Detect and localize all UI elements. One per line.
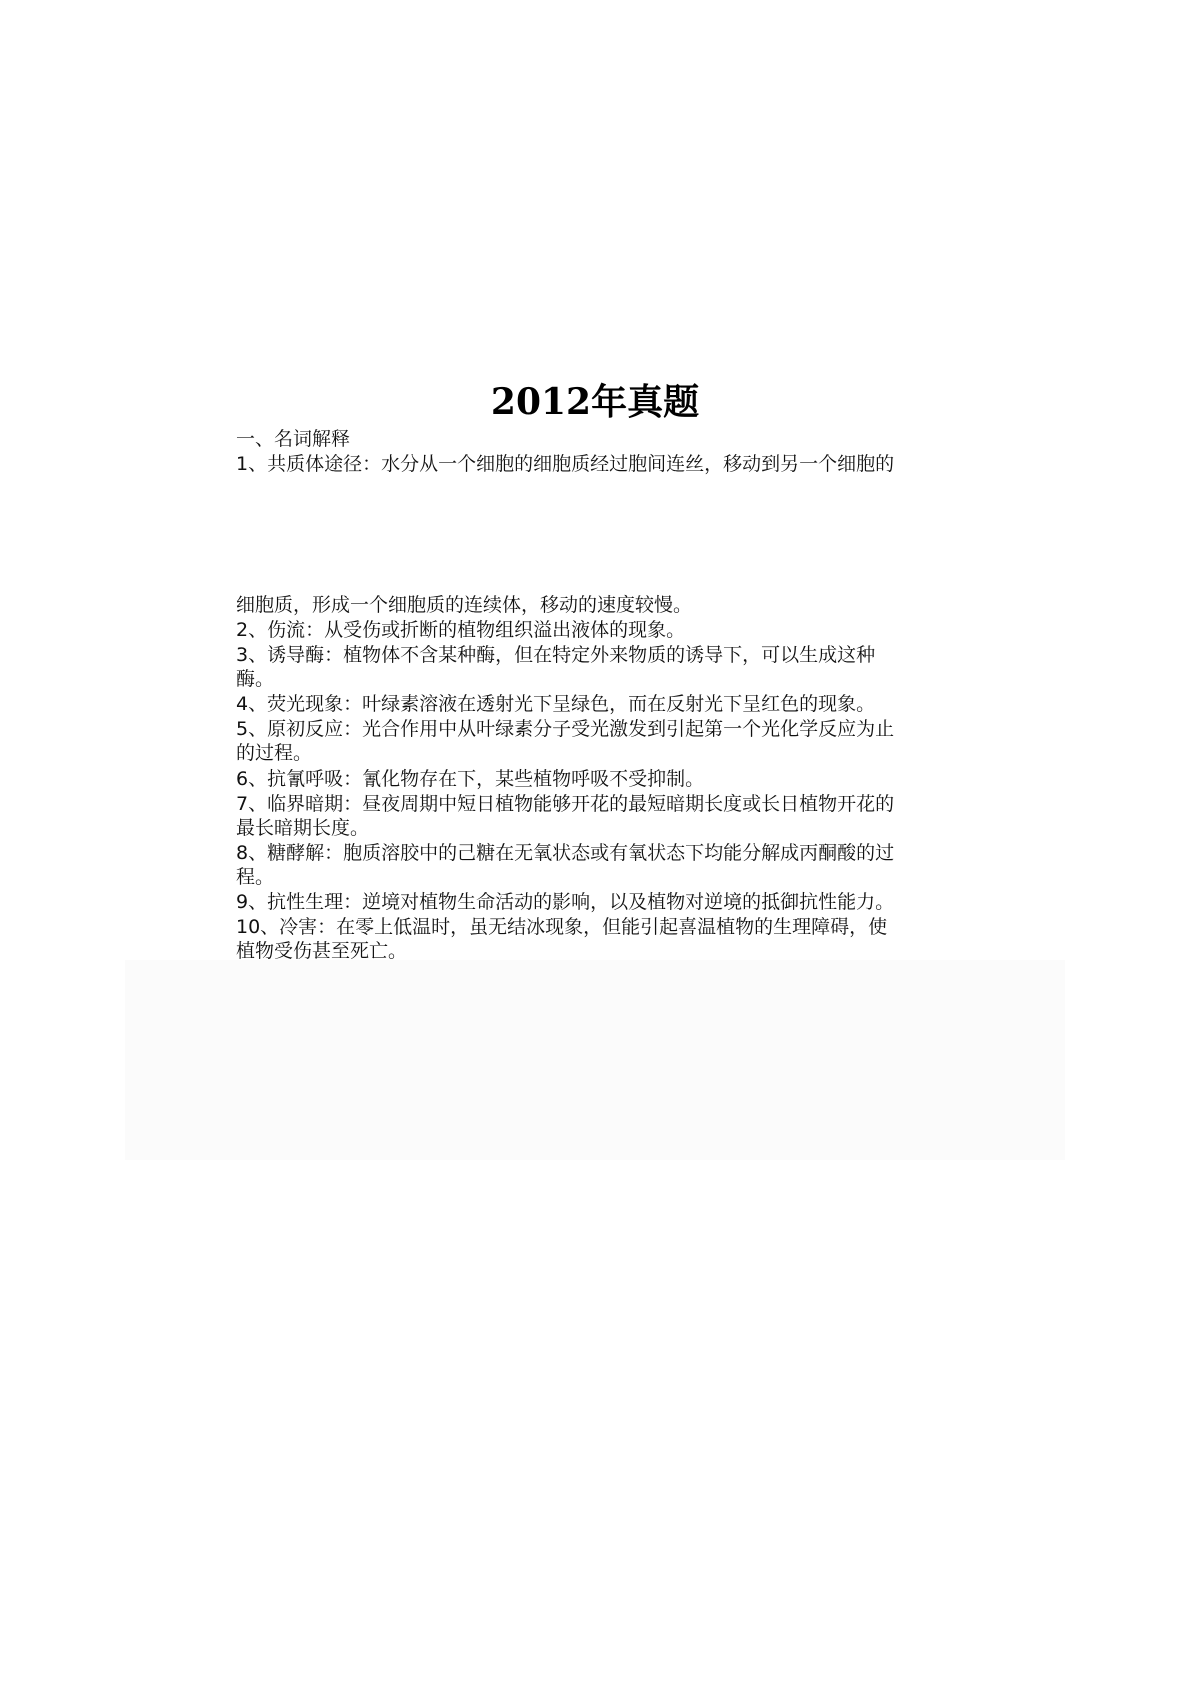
definition-line: 最长暗期长度。: [236, 817, 370, 839]
definition-line: 8、糖酵解：胞质溶胶中的己糖在无氧状态或有氧状态下均能分解成丙酮酸的过: [236, 842, 895, 864]
definition-line: 程。: [236, 866, 275, 888]
definition-line: 10、冷害：在零上低温时，虽无结冰现象，但能引起喜温植物的生理障碍，使: [236, 916, 888, 938]
scan-shade: [125, 960, 1065, 1160]
page-title: 2012年真题: [490, 381, 700, 423]
definition-line: 7、临界暗期：昼夜周期中短日植物能够开花的最短暗期长度或长日植物开花的: [236, 793, 895, 815]
definition-line: 的过程。: [236, 742, 313, 764]
definition-line: 植物受伤甚至死亡。: [236, 940, 408, 962]
definition-line: 4、荧光现象：叶绿素溶液在透射光下呈绿色，而在反射光下呈红色的现象。: [236, 693, 876, 715]
definition-line: 6、抗氰呼吸：氰化物存在下，某些植物呼吸不受抑制。: [236, 768, 705, 790]
definition-line: 细胞质，形成一个细胞质的连续体，移动的速度较慢。: [236, 594, 693, 616]
definition-line: 9、抗性生理：逆境对植物生命活动的影响，以及植物对逆境的抵御抗性能力。: [236, 891, 895, 913]
definition-line: 1、共质体途径：水分从一个细胞的细胞质经过胞间连丝，移动到另一个细胞的: [236, 453, 895, 475]
definition-line: 酶。: [236, 668, 275, 690]
definition-line: 5、原初反应：光合作用中从叶绿素分子受光激发到引起第一个光化学反应为止: [236, 718, 895, 740]
definition-line: 3、诱导酶：植物体不含某种酶，但在特定外来物质的诱导下，可以生成这种: [236, 644, 876, 666]
section-heading: 一、名词解释: [236, 428, 351, 450]
definition-line: 2、伤流：从受伤或折断的植物组织溢出液体的现象。: [236, 619, 686, 641]
